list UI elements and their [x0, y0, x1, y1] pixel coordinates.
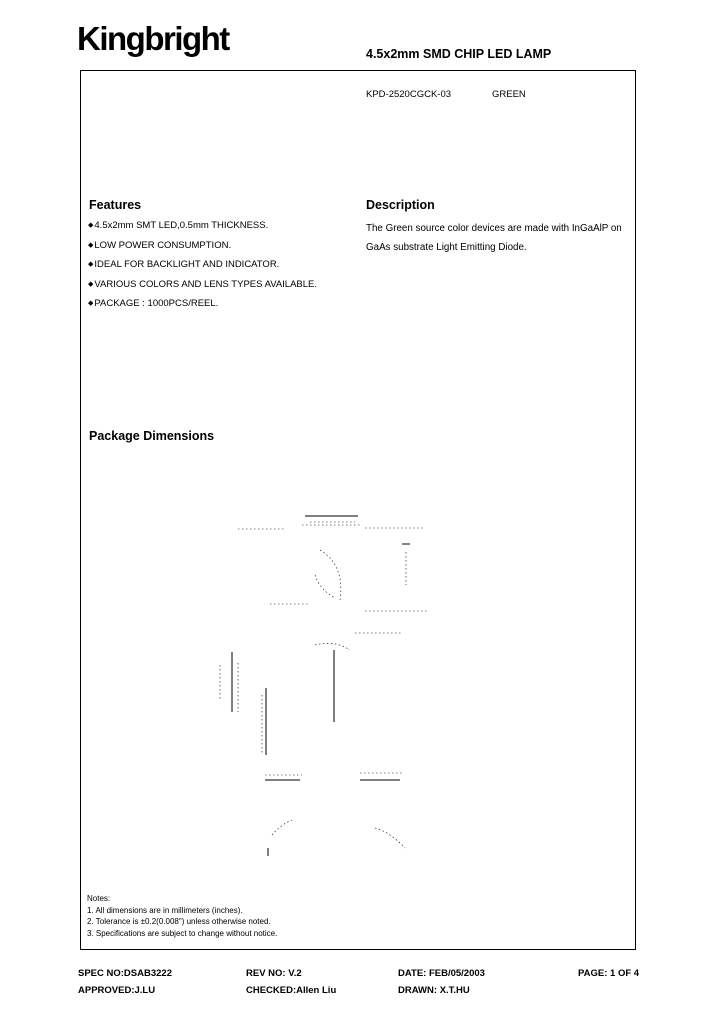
spec-number: SPEC NO:DSAB3222 [78, 968, 172, 979]
bullet-icon: ◆ [88, 261, 94, 268]
bullet-icon: ◆ [88, 241, 94, 249]
feature-item [88, 298, 317, 318]
feature-item [88, 220, 317, 240]
package-dimensions-drawing [210, 480, 450, 880]
notes [87, 893, 277, 939]
feature-text: 4.5x2mm SMT LED,0.5mm THICKNESS. [94, 220, 269, 231]
document-title: 4.5x2mm SMD CHIP LED LAMP [366, 47, 552, 61]
notes-heading: Notes: [87, 894, 111, 903]
note-item: 2. Tolerance is ±0.2(0.008") unless otherwise noted. [87, 917, 271, 927]
checked-by: CHECKED:Allen Liu [246, 985, 337, 996]
kingbright-logo: Kingbright [77, 20, 229, 57]
document-date: DATE: FEB/05/2003 [398, 968, 485, 979]
feature-text: LOW POWER CONSUMPTION. [94, 239, 232, 251]
feature-text: PACKAGE : 1000PCS/REEL. [94, 298, 219, 309]
bullet-icon: ◆ [88, 222, 94, 229]
emitting-color: GREEN [492, 89, 526, 100]
drawn-by: DRAWN: X.T.HU [398, 985, 470, 996]
revision-number: REV NO: V.2 [246, 968, 302, 979]
note-item: 1. All dimensions are in millimeters (inches). [87, 905, 243, 915]
package-dimensions-heading: Package Dimensions [89, 429, 215, 443]
features-list [88, 220, 317, 318]
note-item: 3. Specifications are subject to change without notice. [87, 928, 278, 938]
feature-item [88, 279, 317, 299]
bullet-icon: ◆ [88, 300, 94, 307]
feature-text: VARIOUS COLORS AND LENS TYPES AVAILABLE. [94, 278, 318, 290]
feature-item [88, 259, 317, 279]
feature-item [88, 240, 317, 260]
description-heading: Description [366, 198, 435, 212]
features-heading: Features [89, 198, 142, 212]
part-number: KPD-2520CGCK-03 [366, 89, 452, 100]
page-number: PAGE: 1 OF 4 [578, 968, 640, 979]
approved-by: APPROVED:J.LU [78, 985, 156, 996]
feature-text: IDEAL FOR BACKLIGHT AND INDICATOR. [94, 259, 280, 270]
description-text: The Green source color devices are made with InGaAlP on GaAs substrate Light Emitting Diode. [366, 223, 622, 253]
bullet-icon: ◆ [88, 280, 94, 288]
